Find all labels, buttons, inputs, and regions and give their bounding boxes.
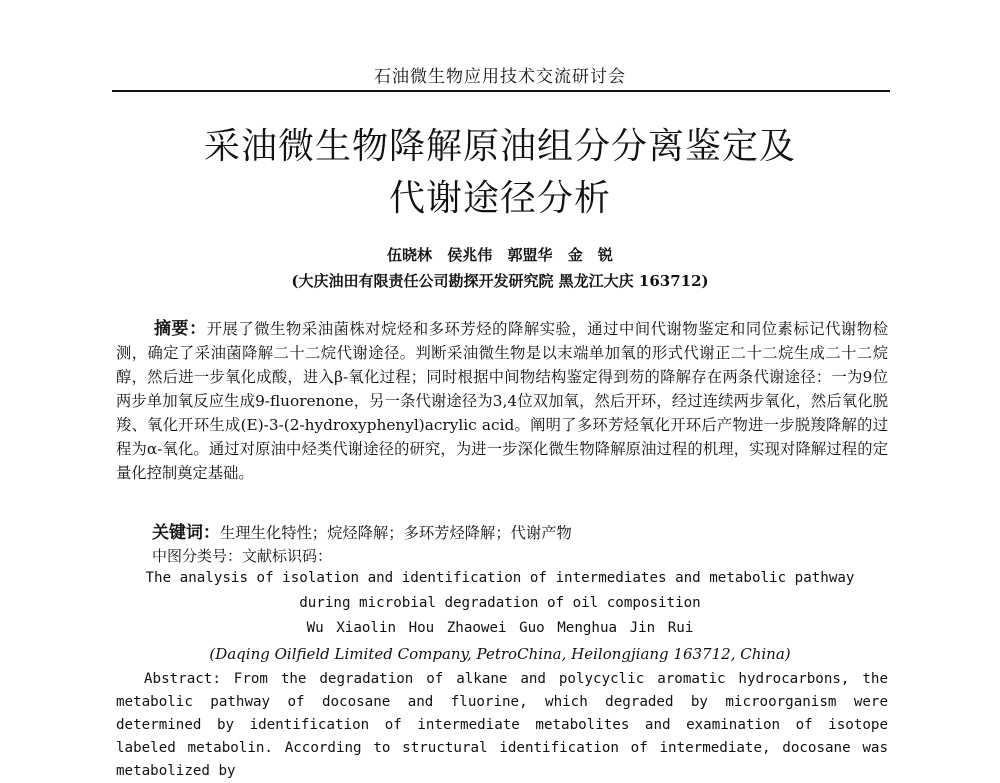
abstract-cn-label: 摘要： [154, 319, 207, 339]
abstract-cn-text: 开展了微生物采油菌株对烷烃和多环芳烃的降解实验，通过中间代谢物鉴定和同位素标记代谢物检测，确定了采油菌降解二十二烷代谢途径。判断采油微生物是以末端单加氧的形式代谢正二十二烷生成二十二烷醇，然后进一步氧化成酸，进入β-氧化过程；同时根据中间物结构鉴定得到芴的降解存在两条代谢途径：一为9位两步单加氧反应生成9-fluorenone，另一条代谢途径为3,4位双加氧，然后开环，经过连续两步氧化，然后氧化脱羧、氧化开环生成(E)-3-(2-hydroxyphenyl)acrylic acid。阐明了多环芳烃氧化开环后产物进一步脱羧降解的过程为α-氧化。通过对原油中烃类代谢途径的研究，为进一步深化微生物降解原油过程的机理，实现对降解过程的定量化控制奠定基础。 [116, 320, 888, 482]
keywords-text: 生理生化特性；烷烃降解；多环芳烃降解；代谢产物 [220, 524, 572, 542]
running-head: 石油微生物应用技术交流研讨会 [374, 67, 626, 87]
classification: 中图分类号：文献标识码： [152, 547, 333, 565]
affiliation: (大庆油田有限责任公司勘探开发研究院 黑龙江大庆 163712) [291, 272, 709, 290]
abstract-cn [116, 317, 888, 485]
title-line-2: 代谢途径分析 [388, 178, 611, 219]
english-authors: Wu Xiaolin Hou Zhaowei Guo Menghua Jin Rui [306, 620, 694, 636]
english-abstract: Abstract: From the degradation of alkane and polycyclic aromatic hydrocarbons, the metabolic pathway of docosane and fluorine, which degraded by microorganism were determined by identification of intermediate metabolites and examination of isotope labeled metabolin. According to structural identification of intermediate, docosane was metabolized by [116, 671, 888, 779]
english-affiliation: (Daqing Oilfield Limited Company, PetroChina, Heilongjiang 163712, China) [209, 645, 791, 663]
keywords [152, 518, 572, 543]
english-title-line-1: The analysis of isolation and identification of intermediates and metabolic pathway [145, 570, 855, 586]
english-title-line-2: during microbial degradation of oil composition [299, 595, 701, 611]
keywords-label: 关键词： [152, 523, 220, 543]
header-rule [112, 90, 890, 92]
authors: 伍晓林 侯兆伟 郭盟华 金 锐 [387, 246, 613, 264]
title-line-1: 采油微生物降解原油组分分离鉴定及 [203, 126, 796, 167]
